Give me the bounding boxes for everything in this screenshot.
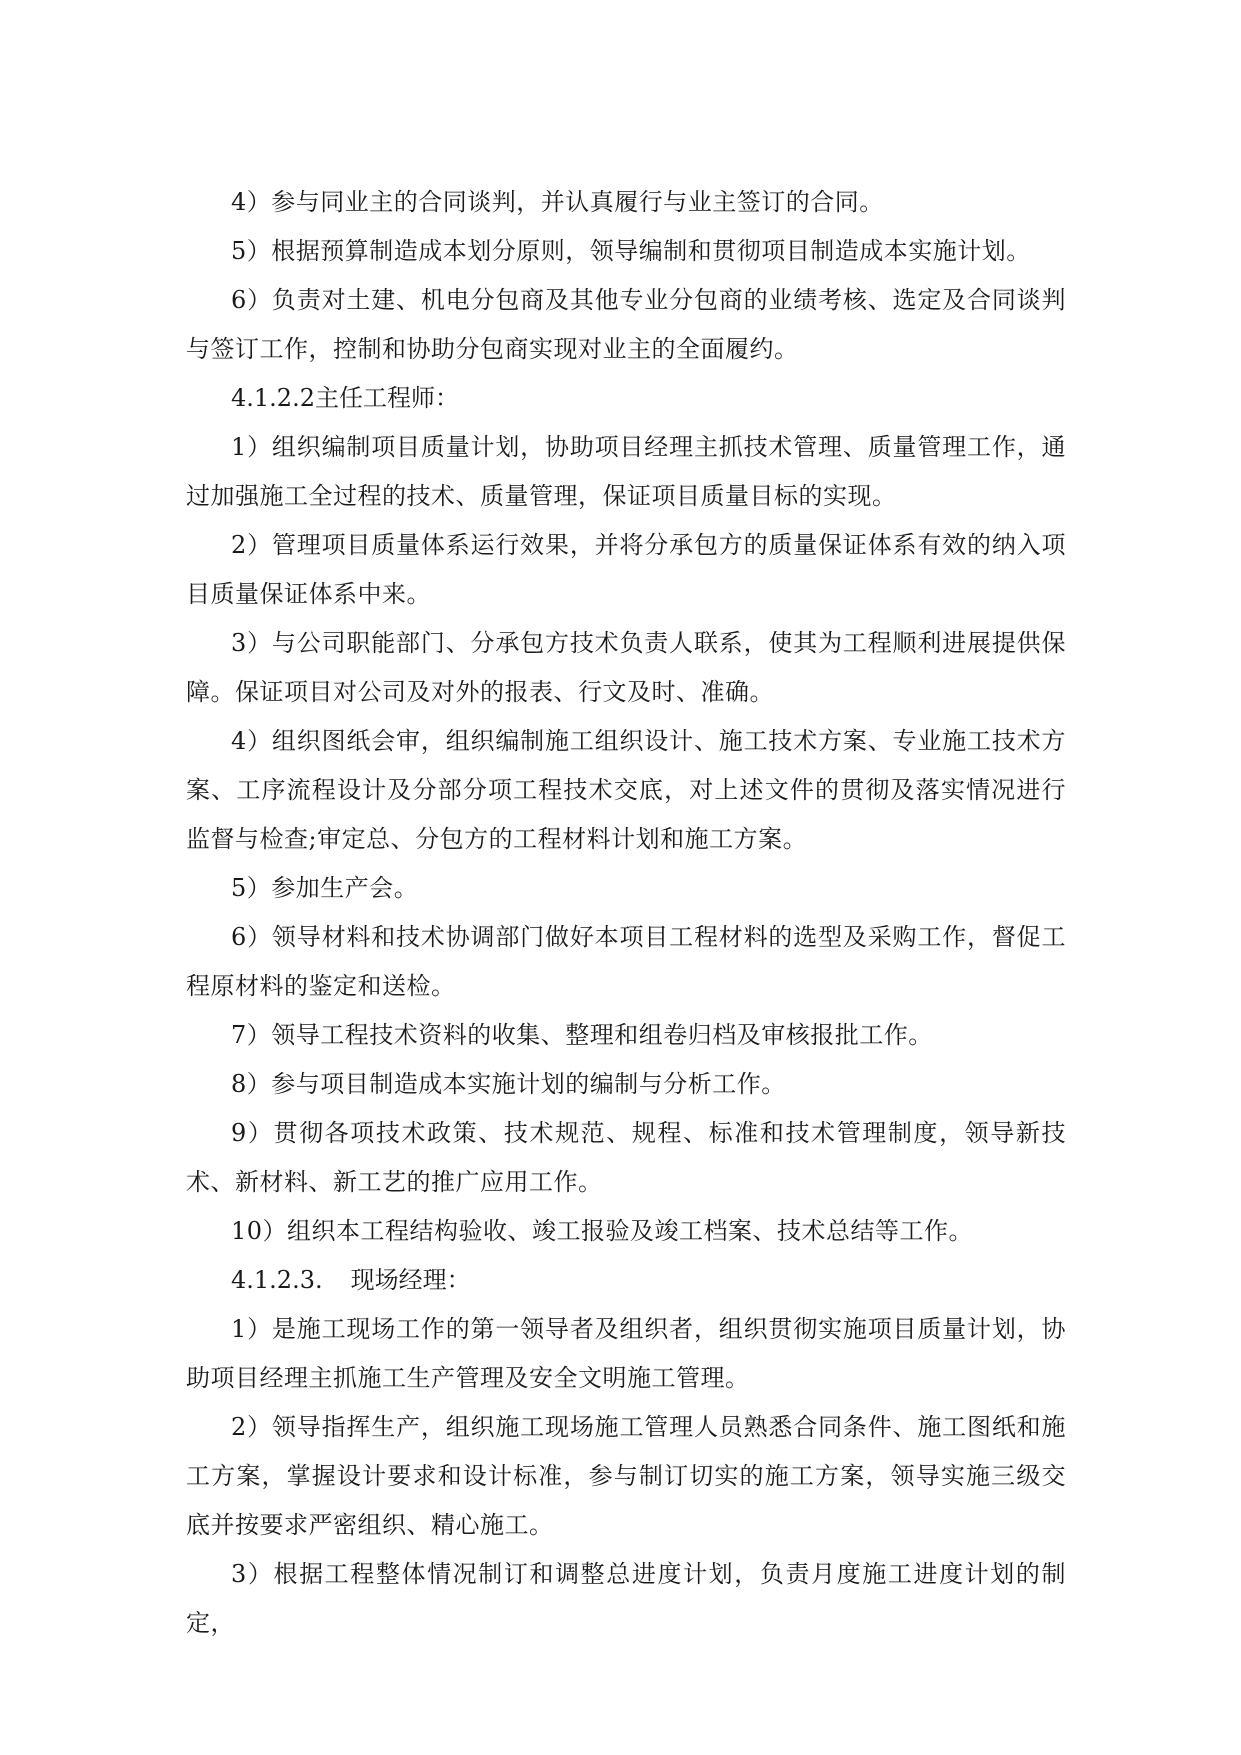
paragraph: 1）是施工现场工作的第一领导者及组织者，组织贯彻实施项目质量计划，协助项目经理主抓施工生产管理及安全文明施工管理。 [186,1315,1066,1392]
paragraph: 10）组织本工程结构验收、竣工报验及竣工档案、技术总结等工作。 [231,1217,974,1245]
paragraph: 1）组织编制项目质量计划，协助项目经理主抓技术管理、质量管理工作，通过加强施工全过程的技术、质量管理，保证项目质量目标的实现。 [186,433,1066,510]
section-number: 4.1.2.2 [231,384,315,412]
paragraph: 6）负责对土建、机电分包商及其他专业分包商的业绩考核、选定及合同谈判与签订工作，控制和协助分包商实现对业主的全面履约。 [186,286,1066,363]
paragraph: 7）领导工程技术资料的收集、整理和组卷归档及审核报批工作。 [231,1021,933,1049]
section-number: 4.1.2.3. [231,1266,323,1294]
paragraph: 4）参与同业主的合同谈判，并认真履行与业主签订的合同。 [231,188,884,216]
document-body [186,178,1066,1648]
section-heading [186,1256,1066,1305]
paragraph: 8）参与项目制造成本实施计划的编制与分析工作。 [231,1070,786,1098]
section-title: 主任工程师： [314,384,459,412]
paragraph: 2）领导指挥生产，组织施工现场施工管理人员熟悉合同条件、施工图纸和施工方案，掌握设计要求和设计标准，参与制订切实的施工方案，领导实施三级交底并按要求严密组织、精心施工。 [186,1413,1066,1539]
paragraph: 9）贯彻各项技术政策、技术规范、规程、标准和技术管理制度，领导新技术、新材料、新工艺的推广应用工作。 [186,1119,1066,1196]
paragraph: 3）与公司职能部门、分承包方技术负责人联系，使其为工程顺利进展提供保障。保证项目对公司及对外的报表、行文及时、准确。 [186,629,1066,706]
paragraph: 5）参加生产会。 [231,874,419,902]
paragraph: 5）根据预算制造成本划分原则，领导编制和贯彻项目制造成本实施计划。 [231,237,1031,265]
paragraph: 4）组织图纸会审，组织编制施工组织设计、施工技术方案、专业施工技术方案、工序流程设计及分部分项工程技术交底，对上述文件的贯彻及落实情况进行监督与检查;审定总、分包方的工程材料计划和施工方案。 [186,727,1066,853]
paragraph: 6）领导材料和技术协调部门做好本项目工程材料的选型及采购工作，督促工程原材料的鉴定和送检。 [186,923,1066,1000]
paragraph: 2）管理项目质量体系运行效果，并将分承包方的质量保证体系有效的纳入项目质量保证体系中来。 [186,531,1066,608]
paragraph: 3）根据工程整体情况制订和调整总进度计划，负责月度施工进度计划的制定， [186,1560,1066,1637]
section-heading [186,374,1066,423]
section-title: 现场经理： [350,1266,471,1294]
